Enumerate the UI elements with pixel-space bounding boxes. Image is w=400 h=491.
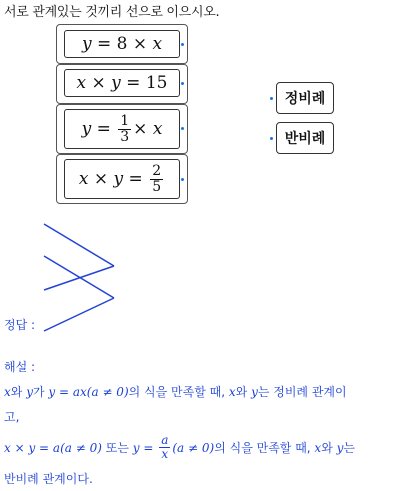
- explanation-label: 해설 :: [4, 360, 36, 374]
- exp-y: y: [251, 385, 258, 399]
- exp-text: 가: [32, 385, 49, 399]
- exp-x: x: [228, 385, 236, 399]
- exp-text: 와: [235, 385, 252, 399]
- exp-y: y: [336, 440, 344, 455]
- explanation-line-2: 고,: [4, 410, 20, 424]
- exp-text: 는 정비례 관계이: [257, 385, 347, 399]
- eq3-x: x: [152, 119, 163, 139]
- eq3-y: y: [81, 119, 92, 139]
- exp-formula: y =: [132, 440, 158, 455]
- eq2-x: x: [76, 73, 87, 93]
- answer-line-4: [44, 298, 114, 331]
- eq2-rhs: = 15: [120, 73, 168, 93]
- eq4-x: x: [78, 169, 89, 189]
- category-proportional[interactable]: 정비례: [276, 82, 334, 114]
- exp-text: 는: [343, 441, 355, 455]
- explanation-line-1: [4, 383, 347, 400]
- exp-text: 와: [321, 441, 337, 455]
- exp-formula: x × y = a(a ≠ 0): [4, 440, 102, 455]
- instruction-text: 서로 관계있는 것끼리 선으로 이으시오.: [4, 5, 220, 20]
- exp-text: 또는: [101, 441, 133, 455]
- explanation-line-3: [4, 434, 355, 461]
- exp-denominator: x: [161, 447, 169, 461]
- exp-text: 의 식을 만족할 때,: [214, 441, 315, 455]
- eq4-numerator: 2: [152, 162, 162, 179]
- exp-x: x: [314, 440, 322, 455]
- exp-text: 와: [10, 385, 27, 399]
- exp-formula: y = ax(a ≠ 0): [48, 385, 129, 399]
- explanation-line-4: 반비례 관계이다.: [4, 472, 93, 486]
- eq1-y: y: [81, 34, 92, 54]
- eq2-times: ×: [86, 73, 112, 93]
- exp-text: 의 식을 만족할 때,: [128, 385, 229, 399]
- exp-x: x: [4, 385, 11, 399]
- eq1-x: x: [152, 34, 163, 54]
- exp-numerator: a: [161, 433, 169, 447]
- eq4-y: y: [113, 169, 124, 189]
- exp-y: y: [26, 385, 33, 399]
- exp-formula: (a ≠ 0): [172, 440, 215, 455]
- answer-line-3: [44, 266, 114, 290]
- eq1-op: = 8 ×: [91, 34, 153, 54]
- eq4-eq: =: [123, 169, 149, 189]
- eq3-denominator: 3: [120, 128, 130, 145]
- answer-line-2: [44, 256, 114, 298]
- eq3-times: ×: [133, 119, 153, 139]
- answer-line-1: [44, 224, 114, 266]
- exp-fraction: [159, 434, 170, 461]
- eq3-eq: =: [91, 119, 117, 139]
- eq3-numerator: 1: [120, 112, 130, 129]
- answer-label: 정답 :: [4, 318, 36, 332]
- eq4-times: ×: [88, 169, 114, 189]
- eq2-y: y: [111, 73, 121, 93]
- eq4-denominator: 5: [152, 178, 162, 195]
- category-inverse[interactable]: 반비례: [276, 122, 334, 154]
